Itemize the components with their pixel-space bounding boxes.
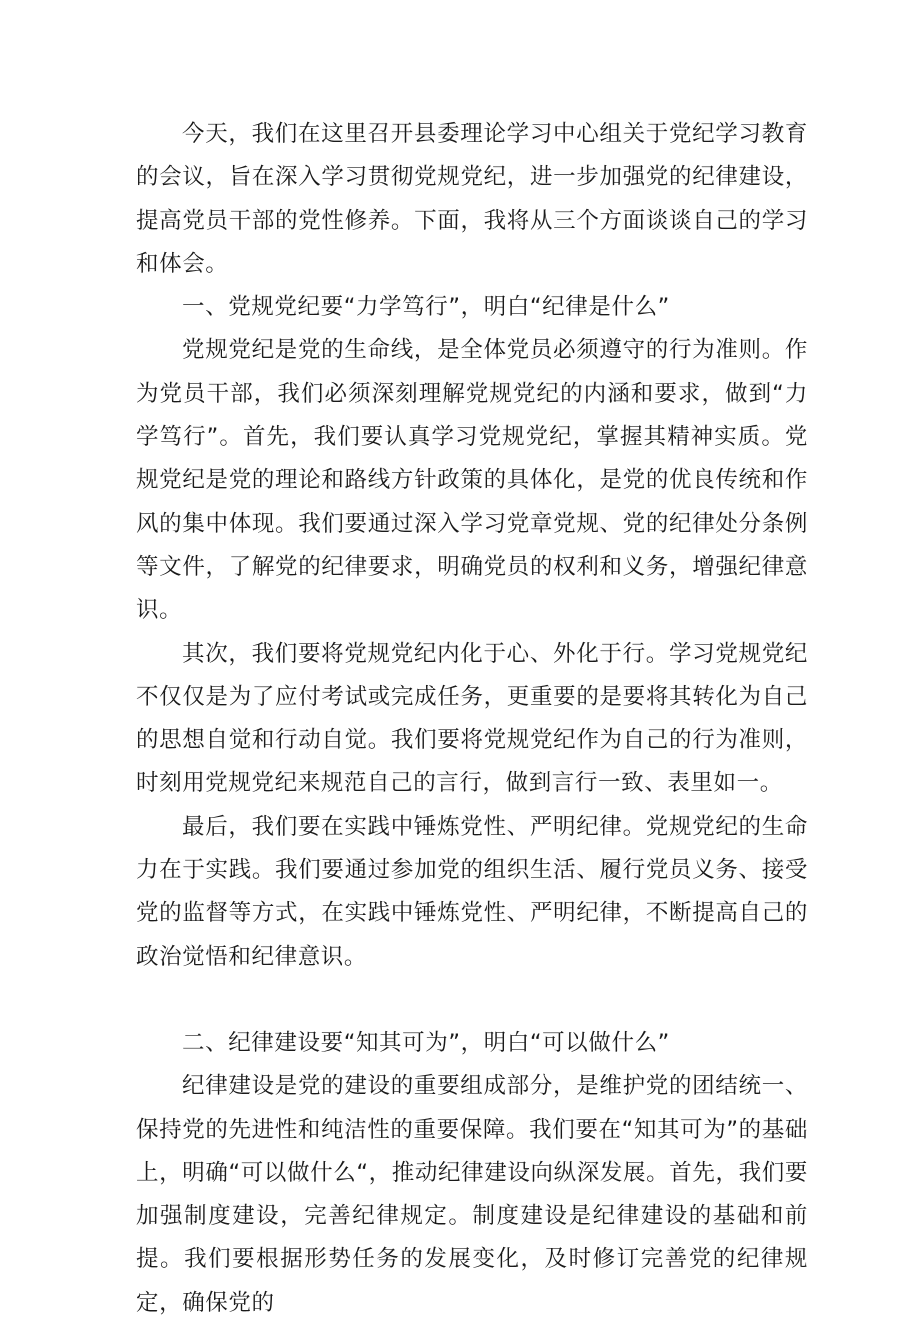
section-1-paragraph-3: 最后，我们要在实践中锤炼党性、严明纪律。党规党纪的生命力在于实践。我们要通过参加党的组织生活、履行党员义务、接受党的监督等方式，在实践中锤炼党性、严明纪律，不断提高自己的政治觉悟和纪律意识。 — [136, 813, 808, 970]
section-2-paragraph-1: 纪律建设是党的建设的重要组成部分，是维护党的团结统一、保持党的先进性和纯洁性的重要保障。我们要在“知其可为”的基础上，明确“可以做什么“，推动纪律建设向纵深发展。首先，我们要加强制度建设，完善纪律规定。制度建设是纪律建设的基础和前提。我们要根据形势任务的发展变化，及时修订完善党的纪律规定，确保党的 — [136, 1073, 808, 1316]
section-spacer — [136, 979, 808, 1022]
intro-paragraph: 今天，我们在这里召开县委理论学习中心组关于党纪学习教育的会议，旨在深入学习贯彻党规党纪，进一步加强党的纪律建设，提高党员干部的党性修养。下面，我将从三个方面谈谈自己的学习和体会。 — [136, 121, 808, 277]
section-1-paragraph-1: 党规党纪是党的生命线，是全体党员必须遵守的行为准则。作为党员干部，我们必须深刻理解党规党纪的内涵和要求，做到“力学笃行”。首先，我们要认真学习党规党纪，掌握其精神实质。党规党纪是党的理论和路线方针政策的具体化，是党的优良传统和作风的集中体现。我们要通过深入学习党章党规、党的纪律处分条例等文件，了解党的纪律要求，明确党员的权利和义务，增强纪律意识。 — [136, 337, 808, 624]
section-heading-2: 二、纪律建设要“知其可为”，明白“可以做什么” — [182, 1029, 670, 1056]
section-heading-1: 一、党规党纪要“力学笃行”，明白“纪律是什么” — [182, 294, 670, 321]
section-1-paragraph-2: 其次，我们要将党规党纪内化于心、外化于行。学习党规党纪不仅仅是为了应付考试或完成任务，更重要的是要将其转化为自己的思想自觉和行动自觉。我们要将党规党纪作为自己的行为准则，时刻用党规党纪来规范自己的言行，做到言行一致、表里如一。 — [136, 640, 808, 797]
document-body — [136, 113, 808, 1325]
